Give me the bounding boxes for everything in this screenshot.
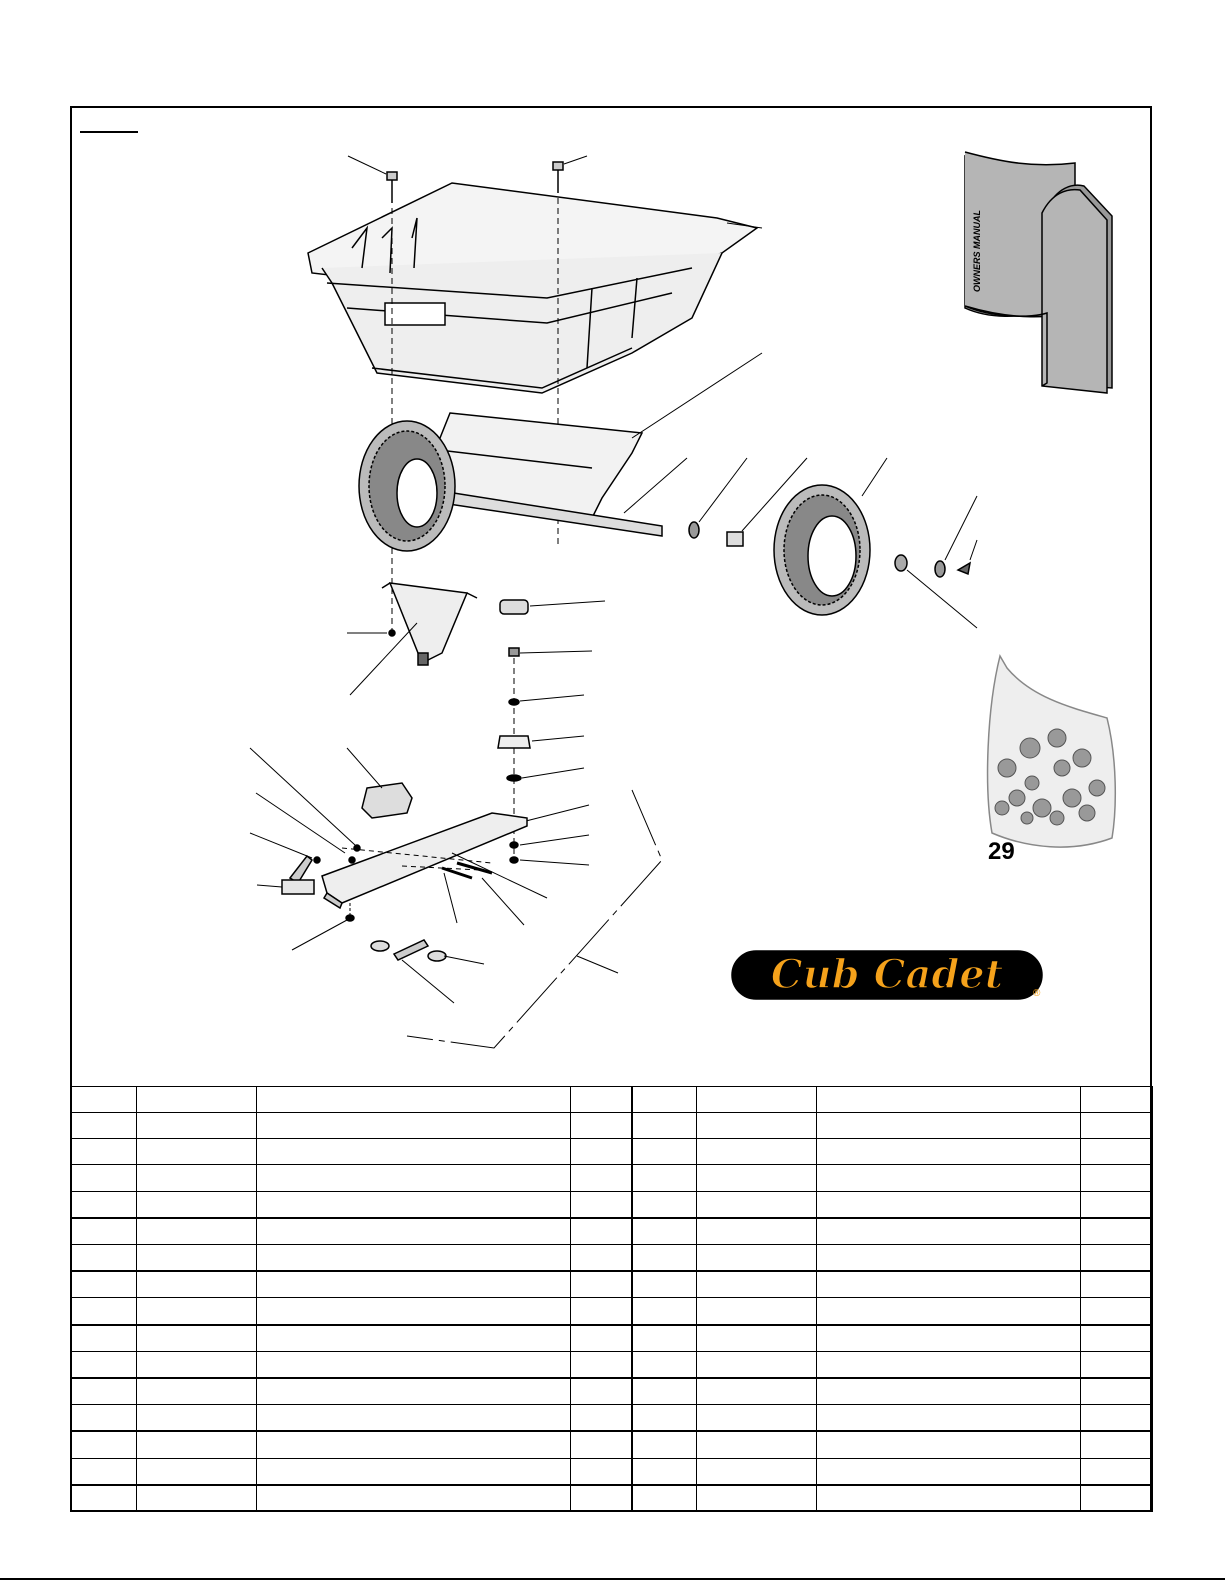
owners-manual-icon: [965, 152, 1112, 393]
hardware-bag-callout: 29: [988, 838, 1015, 865]
brand-logo-text: Cub Cadet: [770, 951, 1004, 998]
springs-and-link: [371, 940, 484, 1003]
parts-table-body: [71, 1087, 1153, 1512]
cotter-pin: [958, 540, 977, 574]
table-row: [71, 1405, 1153, 1432]
table-row: [71, 1458, 1153, 1485]
hitch-pin: [257, 856, 314, 894]
axle-washer-outer: [935, 496, 977, 577]
exploded-parts-diagram: [72, 108, 1150, 1088]
tongue-bolts: [442, 863, 524, 925]
cart-tub: [308, 183, 757, 393]
hitch-plate: [347, 748, 412, 818]
tongue-bottom-nut: [292, 903, 354, 950]
table-row: [71, 1271, 1153, 1298]
table-row: [71, 1165, 1153, 1191]
table-row: [71, 1191, 1153, 1218]
pivot-sleeve: [500, 600, 605, 614]
wheel-right: [774, 458, 887, 615]
table-row: [71, 1139, 1153, 1165]
footer-rule: [0, 1578, 1225, 1580]
front-bracket: [347, 583, 477, 695]
owners-manual-label: OWNERS MANUAL: [972, 210, 982, 292]
table-row: [71, 1218, 1153, 1245]
table-row: [71, 1431, 1153, 1458]
brand-registered-mark: ®: [1033, 988, 1041, 999]
cub-cadet-logo: [732, 951, 1042, 999]
table-row: [71, 1087, 1153, 1113]
table-row: [71, 1378, 1153, 1405]
table-row: [71, 1113, 1153, 1139]
table-row: [71, 1298, 1153, 1325]
axle-washer: [689, 458, 747, 538]
assembly-bracket: [407, 790, 662, 1048]
parts-list-table: [70, 1086, 1153, 1512]
table-row: [71, 1485, 1153, 1512]
hardware-bag-icon: [988, 656, 1116, 847]
table-row: [71, 1351, 1153, 1378]
wheel-left: [359, 421, 455, 551]
table-row: [71, 1325, 1153, 1352]
table-row: [71, 1245, 1153, 1272]
